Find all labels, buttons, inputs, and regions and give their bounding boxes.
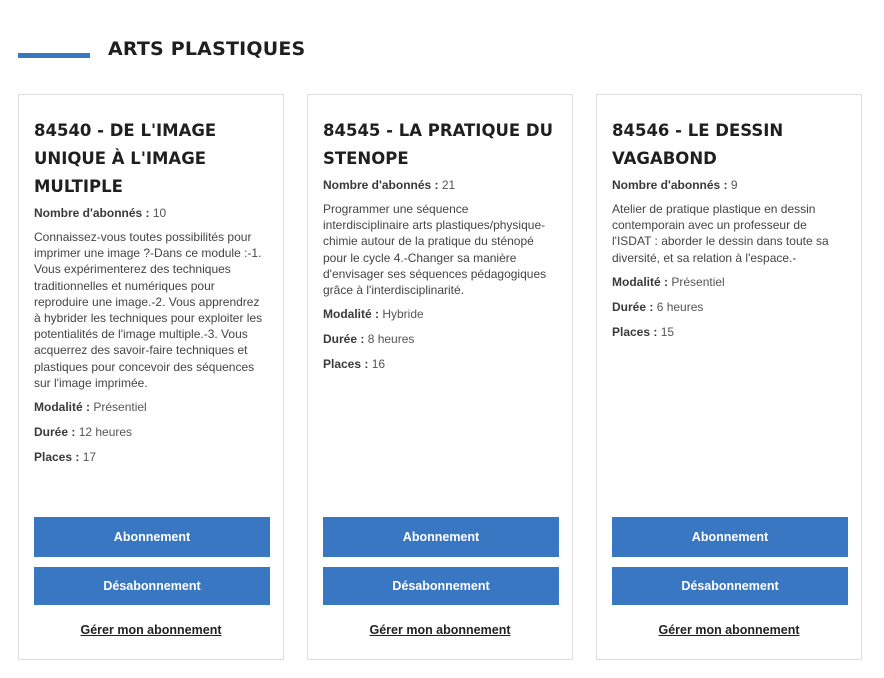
subscribe-button[interactable]: Abonnement [323,517,559,557]
unsubscribe-button[interactable]: Désabonnement [323,567,559,605]
course-title: 84545 - LA PRATIQUE DU STENOPE [323,121,553,168]
duration-label: Durée : [323,332,365,347]
subscriber-count-value: 10 [152,206,167,220]
course-description: Connaissez-vous toutes possibilités pour imprimer une image ?-Dans ce module :-1. Vous expérimenterez des techniques traditionnelles et numériques pour reproduire une image.-2. Vous apprendrez à hybrider les techniques pour exploiter les potentialités de l'image multiple.-3. Vous acquerrez des savoir-faire techniques et plastiques pour concevoir des séquences sur l'image imprimée. [34,230,263,390]
subscriber-count-value: 9 [730,178,738,192]
subscriber-count-label: Nombre d'abonnés : [612,178,728,192]
duration-value: 8 heures [367,332,415,347]
subscriber-count-value: 21 [441,178,456,192]
section-accent-bar [18,53,90,58]
course-title: 84540 - DE L'IMAGE UNIQUE À L'IMAGE MULTIPLE [34,121,217,196]
course-card [18,94,284,660]
duration-value: 12 heures [78,425,133,440]
course-duration [612,299,846,315]
duration-value: 6 heures [656,299,704,314]
places-label: Places : [323,357,369,372]
course-duration [34,424,268,440]
section-header [18,34,305,64]
subscriber-count [612,177,846,193]
course-description: Programmer une séquence interdisciplinaire arts plastiques/physique-chimie autour de la pratique du sténopé pour le cycle 4.-Changer sa manière d'envisager ses séquences pédagogiques grâce à l'interdisciplinarité. [323,202,547,298]
subscribe-button[interactable]: Abonnement [612,517,848,557]
manage-subscription-link[interactable]: Gérer mon abonnement [369,623,511,637]
subscriber-count [323,177,557,193]
unsubscribe-button[interactable]: Désabonnement [612,567,848,605]
course-card [307,94,573,660]
modality-label: Modalité : [323,307,379,322]
subscriber-count-label: Nombre d'abonnés : [323,178,439,192]
course-duration [323,331,557,347]
modality-value: Présentiel [671,274,725,289]
course-modality [612,274,846,290]
course-modality [323,306,557,322]
modality-value: Présentiel [93,400,147,415]
course-places [612,324,846,340]
course-modality [34,399,268,415]
places-value: 16 [371,357,386,372]
course-places [34,449,268,465]
unsubscribe-button[interactable]: Désabonnement [34,567,270,605]
manage-subscription-link[interactable]: Gérer mon abonnement [658,623,800,637]
subscribe-button[interactable]: Abonnement [34,517,270,557]
course-description: Atelier de pratique plastique en dessin contemporain avec un professeur de l'ISDAT : aborder le dessin dans toute sa diversité, et sa relation à l'espace.- [612,202,829,265]
section-title: ARTS PLASTIQUES [108,38,306,60]
places-value: 17 [82,450,97,465]
modality-label: Modalité : [34,400,90,415]
modality-label: Modalité : [612,274,668,289]
places-label: Places : [612,324,658,339]
manage-subscription-link[interactable]: Gérer mon abonnement [80,623,222,637]
duration-label: Durée : [612,299,654,314]
course-card [596,94,862,660]
course-title: 84546 - LE DESSIN VAGABOND [612,121,784,168]
modality-value: Hybride [382,307,424,322]
places-label: Places : [34,450,80,465]
duration-label: Durée : [34,425,76,440]
subscriber-count [34,205,268,221]
places-value: 15 [660,324,675,339]
course-places [323,356,557,372]
subscriber-count-label: Nombre d'abonnés : [34,206,150,220]
